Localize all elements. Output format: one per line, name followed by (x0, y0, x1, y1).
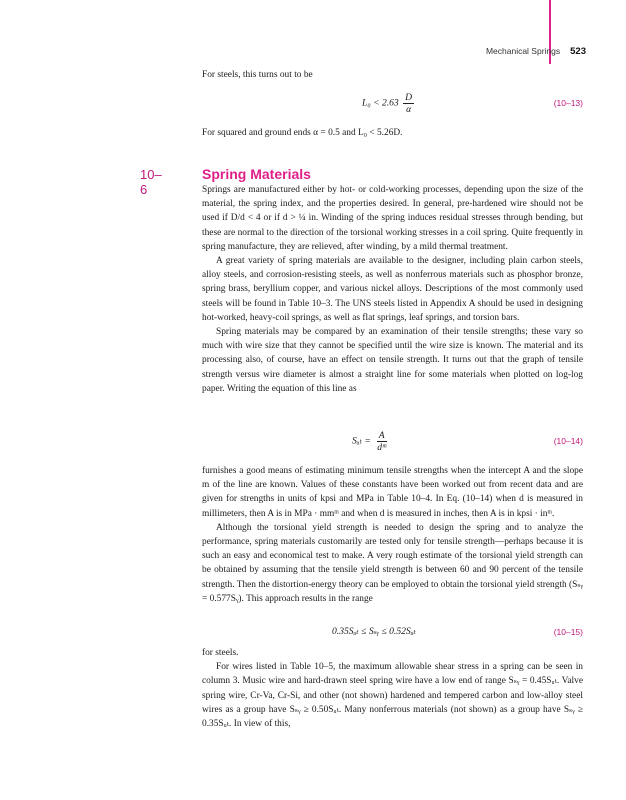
equation-10-15 (202, 626, 583, 644)
eq-10-14-lhs: Sᵤₜ = (352, 435, 371, 447)
for-steels: for steels. (202, 648, 239, 658)
eq-10-15-number: (10–15) (553, 627, 583, 637)
running-title: Mechanical Springs (485, 46, 561, 56)
eq-10-14-numerator: A (378, 430, 385, 441)
after-eq-10-13: For squared and ground ends α = 0.5 and L₀ < 5.26D. (202, 128, 403, 138)
eq-10-13-lhs: L₀ < 2.63 (362, 97, 399, 109)
equation-10-14 (202, 430, 583, 460)
paragraph-3: Spring materials may be compared by an examination of their tensile strengths; these vary so much with wire size that they cannot be specified until the wire size is known. The material and its processing also, of course, have an effect on tensile strength. It turns out that the graph of tensile strength versus wire diameter is almost a straight line for some materials when plotted on log-log paper. Writing the equation of this line as (202, 327, 583, 394)
page-number: 523 (570, 46, 586, 57)
paragraph-4: furnishes a good means of estimating minimum tensile strengths when the intercept A and the slope m of the line are known. Values of these constants have been worked out from recent data and are given for strengths in units of kpsi and MPa in Table 10–4. In Eq. (10–14) when d is measured in millimeters, then A is in MPa · mmᵐ and when d is measured in inches, then A is in kpsi · inᵐ. (202, 466, 583, 519)
eq-10-13-denominator: α (406, 104, 412, 115)
paragraph-6: For wires listed in Table 10–5, the maximum allowable shear stress in a spring can be seen in column 3. Music wire and hard-drawn steel spring wire have a low end of range Sₛᵧ = 0.45Sᵤₜ. Valve spring wire, Cr-Va, Cr-Si, and other (not shown) hardened and tempered carbon and low-alloy steel wires as a group have Sₛᵧ ≥ 0.50Sᵤₜ. Many nonferrous materials (not shown) as a group have Sₛᵧ ≥ 0.35Sᵤₜ. In view of this, (202, 662, 583, 730)
paragraph-1: Springs are manufactured either by hot- or cold-working processes, depending upon the size of the material, the spring index, and the properties desired. In general, pre-hardened wire should not be used if D/d < 4 or if d > ¼ in. Winding of the spring induces residual stresses through bending, but these are normal to the direction of the torsional working stresses in a coil spring. Quite frequently in spring manufacture, they are relieved, after winding, by a mild thermal treatment. (202, 185, 583, 252)
intro-text (202, 68, 583, 82)
equation-10-13 (202, 92, 583, 122)
paragraph-2: A great variety of spring materials are available to the designer, including plain carbon steels, alloy steels, and corrosion-resisting steels, as well as nonferrous materials such as phosphor bronze, spring brass, beryllium copper, and various nickel alloys. Descriptions of the most commonly used steels will be found in Table 10–3. The UNS steels listed in Appendix A should be used in designing hot-worked, heavy-coil springs, as well as flat springs, leaf springs, and torsion bars. (202, 256, 583, 323)
intro-line: For steels, this turns out to be (202, 70, 313, 80)
eq-10-15-expression: 0.35Sᵤₜ ≤ Sₛᵧ ≤ 0.52Sᵤₜ (332, 626, 416, 637)
body-block-1 (202, 183, 583, 396)
body-block-2 (202, 464, 583, 606)
paragraph-5: Although the torsional yield strength is needed to design the spring and to analyze the performance, spring materials customarily are tested only for tensile strength—perhaps because it is such an easy and economical test to make. A very rough estimate of the torsional yield strength can be obtained by assuming that the tensile yield strength is between 60 and 90 percent of the tensile strength. Then the distortion-energy theory can be employed to obtain the torsional yield strength (Sₛᵧ = 0.577Sᵧ). This approach results in the range (202, 522, 583, 604)
after-eq-text (202, 126, 583, 140)
section-title: Spring Materials (202, 166, 311, 182)
body-block-3 (202, 646, 583, 731)
eq-10-13-number: (10–13) (553, 98, 583, 108)
eq-10-14-denominator: dᵐ (377, 442, 387, 453)
eq-10-14-number: (10–14) (553, 436, 583, 446)
running-header (486, 46, 586, 57)
eq-10-13-numerator: D (405, 92, 413, 103)
section-number: 10–6 (140, 167, 162, 197)
